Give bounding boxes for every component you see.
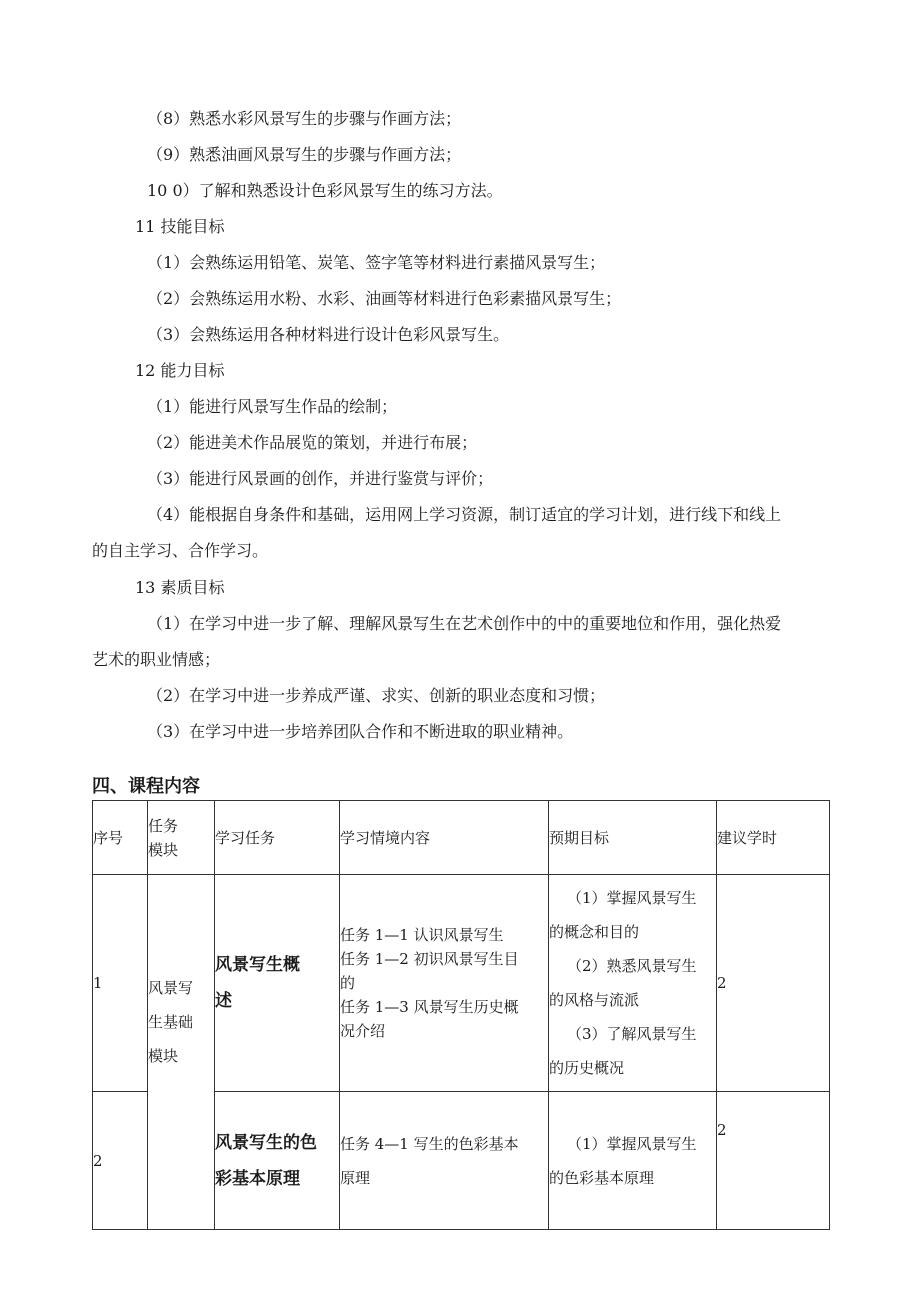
ability-line-3: （3）能进行风景画的创作，并进行鉴赏与评价； — [147, 469, 494, 488]
quality-line-2: （2）在学习中进一步养成严谨、求实、创新的职业态度和习惯； — [147, 686, 606, 705]
module-name: 风景写 生基础 模块 — [148, 875, 215, 1230]
context-cell: 任务 1—1 认识风景写生 任务 1—2 初识风景写生目 的 任务 1—3 风景写生历史概 况介绍 — [340, 875, 549, 1092]
header-module: 任务 模块 — [148, 801, 215, 875]
ability-line-2: （2）能进美术作品展览的策划，并进行布展； — [147, 433, 478, 452]
quality-line-1-cont: 艺术的职业情感； — [92, 650, 221, 669]
goal-line-10: 10 0）了解和熟悉设计色彩风景写生的练习方法。 — [147, 181, 503, 200]
header-context: 学习情境内容 — [340, 801, 549, 875]
context-cell: 任务 4—1 写生的色彩基本 原理 — [340, 1092, 549, 1230]
skill-line-1: （1）会熟练运用铅笔、炭笔、签字笔等材料进行素描风景写生； — [147, 253, 606, 272]
row-seq: 1 — [93, 875, 148, 1092]
skill-line-3: （3）会熟练运用各种材料进行设计色彩风景写生。 — [147, 325, 510, 344]
goal-cell: （1）掌握风景写生 的概念和目的 （2）熟悉风景写生 的风格与流派 （3）了解风景写生 的历史概况 — [549, 875, 717, 1092]
task-title: 风景写生概 述 — [215, 875, 340, 1092]
header-seq: 序号 — [93, 801, 148, 875]
hours-cell: 2 — [717, 1092, 830, 1230]
ability-line-1: （1）能进行风景写生作品的绘制； — [147, 397, 398, 416]
skill-goal-heading: 11 技能目标 — [135, 217, 225, 236]
header-hours: 建议学时 — [717, 801, 830, 875]
table-row — [93, 875, 830, 1092]
goal-line-9: （9）熟悉油画风景写生的步骤与作画方法； — [147, 145, 462, 164]
skill-line-2: （2）会熟练运用水粉、水彩、油画等材料进行色彩素描风景写生； — [147, 289, 622, 308]
course-content-table — [92, 800, 830, 1230]
section-heading: 四、课程内容 — [92, 776, 200, 797]
quality-goal-heading: 13 素质目标 — [135, 578, 225, 597]
task-title: 风景写生的色 彩基本原理 — [215, 1092, 340, 1230]
goal-line-8: （8）熟悉水彩风景写生的步骤与作画方法； — [147, 109, 462, 128]
hours-cell: 2 — [717, 875, 830, 1092]
goal-cell: （1）掌握风景写生 的色彩基本原理 — [549, 1092, 717, 1230]
quality-line-3: （3）在学习中进一步培养团队合作和不断进取的职业精神。 — [147, 722, 574, 741]
quality-line-1: （1）在学习中进一步了解、理解风景写生在艺术创作中的中的重要地位和作用，强化热爱 — [147, 614, 782, 633]
header-goal: 预期目标 — [549, 801, 717, 875]
ability-line-4: （4）能根据自身条件和基础，运用网上学习资源，制订适宜的学习计划，进行线下和线上 — [147, 505, 782, 524]
table-header-row — [93, 801, 830, 875]
ability-goal-heading: 12 能力目标 — [135, 361, 225, 380]
header-task: 学习任务 — [215, 801, 340, 875]
ability-line-4-cont: 的自主学习、合作学习。 — [92, 541, 269, 560]
row-seq: 2 — [93, 1092, 148, 1230]
